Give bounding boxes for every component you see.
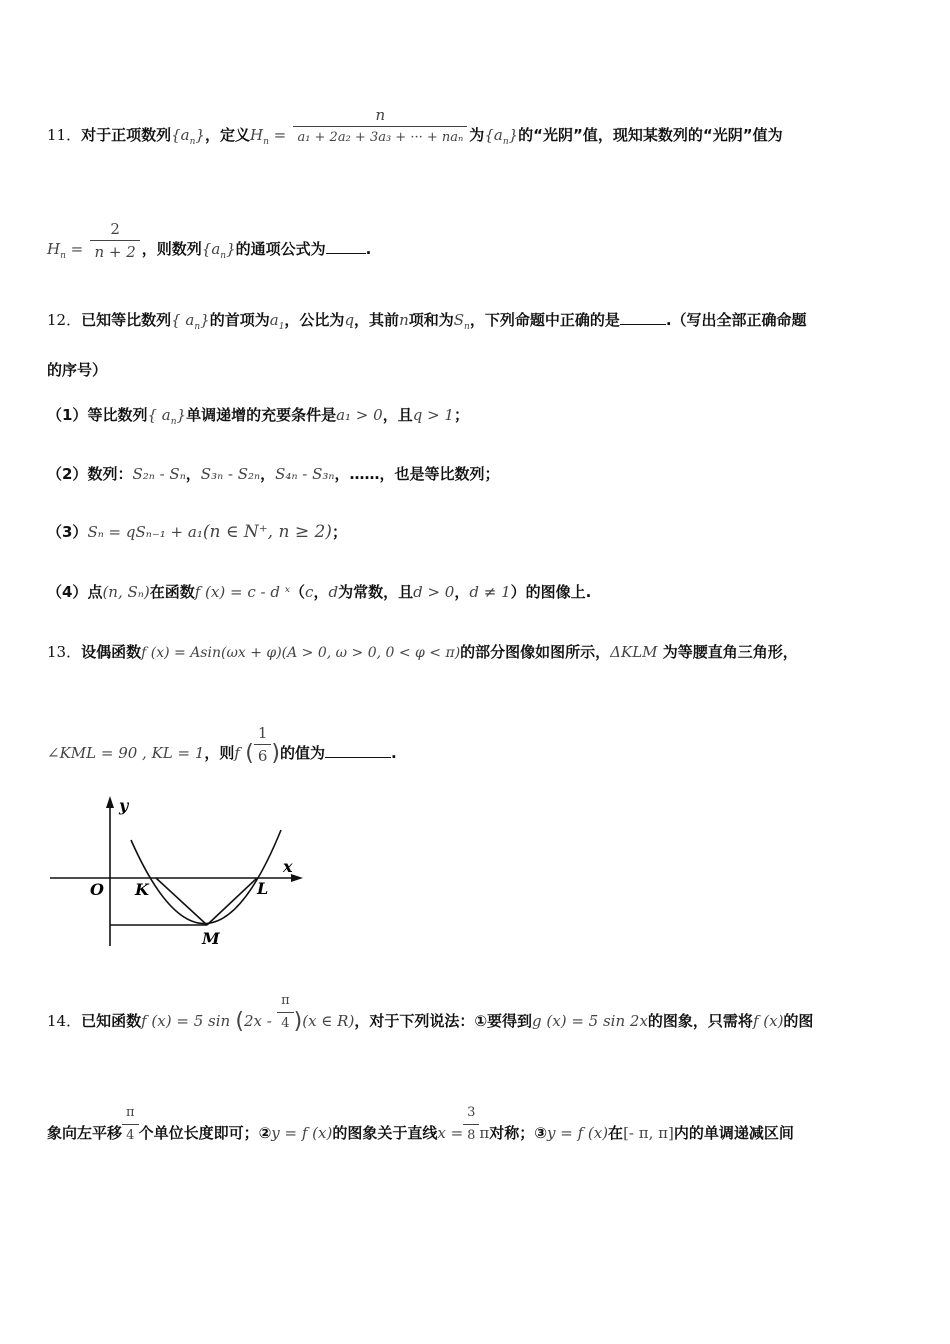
math-fraction-shift: $\frac{\pi}{4}$ [122, 1104, 139, 1145]
y-axis-arrow [106, 796, 114, 808]
math-fraction-1-6: $\frac{1}{6}$ [254, 724, 272, 765]
q13-number: 13． [47, 643, 82, 661]
q13-line2: ∠KML = 90 , KL = 1，则f ( $\frac{1}{6}$ )的值为 . [47, 724, 397, 766]
y-label: y [119, 796, 129, 815]
k-label: K [135, 880, 149, 899]
math-seq: $\{a_n\}$ [171, 126, 205, 147]
q11-number: 11． [47, 126, 82, 144]
math-fraction-pi-4: $\frac{\pi}{4}$ [277, 992, 294, 1033]
q14-line2: 象向左平移 $\frac{\pi}{4}$ 个单位长度即可；②y = f (x)的图象关于直线x = $\frac{3}{8}$ π对称；③y = f (x)在[- π, π]内的单调递减区间 [47, 1105, 794, 1143]
x-axis-arrow [291, 874, 303, 882]
q12-prop4: （4）点(n, Sₙ)在函数f (x) = c - d ˣ（c，d为常数，且d > 0，d ≠ 1）的图像上. [47, 583, 592, 601]
segment-km [156, 878, 207, 925]
q14-line1: 14．已知函数f (x) = 5 sin (2x - $\frac{\pi}{4}$ )(x ∈ R)，对于下列说法：①要得到g (x) = 5 sin 2x的图象，只需将f (x)的图 [47, 993, 814, 1034]
q14-number: 14． [47, 1012, 82, 1030]
cosine-curve [131, 830, 281, 924]
answer-blank[interactable] [325, 743, 391, 758]
q12-line2: 的序号） [47, 361, 108, 379]
q11-line1: 11．对于正项数列$\{a_n\}$，定义$H_n$ = $\frac{n}{\text{a₁ + 2a₂ + 3a₃ + ··· + naₙ}}$ 为$\{a_n\}$的“光阴”值，现知某数列的“光阴”值为 [47, 106, 783, 147]
origin-label: O [90, 880, 104, 899]
q13-line1: 13．设偶函数f (x) = Asin(ωx + φ)(A > 0, ω > 0, 0 < φ < π)的部分图像如图所示，ΔKLM 为等腰直角三角形， [47, 643, 798, 661]
answer-blank[interactable] [326, 239, 366, 254]
q11-line2: $H_n$ = $\frac{2}{n + 2}$ ，则数列$\{a_n\}$的通项公式为 . [47, 220, 372, 261]
l-label: L [257, 879, 269, 898]
answer-blank[interactable] [620, 310, 666, 325]
math-fraction-3-8: $\frac{3}{8}$ [463, 1104, 479, 1145]
x-label: x [283, 857, 293, 876]
math-fraction-h: $\frac{n}{\text{a₁ + 2a₂ + 3a₃ + ··· + naₙ}}$ [293, 106, 467, 147]
q12-prop1: （1）等比数列{ $a_n$}单调递增的充要条件是a₁ > 0，且q > 1； [47, 406, 469, 427]
math-fraction-2: $\frac{2}{n + 2}$ [90, 220, 139, 261]
math-h: $H_n$ = [249, 126, 287, 147]
q13-graph [45, 792, 305, 952]
m-label: M [202, 929, 220, 948]
q12-prop2: （2）数列：S₂ₙ - Sₙ，S₃ₙ - S₂ₙ，S₄ₙ - S₃ₙ，……，也是等比数列； [47, 465, 500, 483]
q12-line1: 12．已知等比数列{ $a_n$}的首项为$a_1$，公比为q，其前n项和为$S_n$，下列命题中正确的是 .（写出全部正确命题 [47, 311, 807, 332]
q12-number: 12． [47, 311, 82, 329]
q12-prop3: （3）Sₙ = qSₙ₋₁ + a₁(n ∈ N⁺, n ≥ 2)； [47, 522, 347, 542]
segment-ml [207, 878, 257, 925]
